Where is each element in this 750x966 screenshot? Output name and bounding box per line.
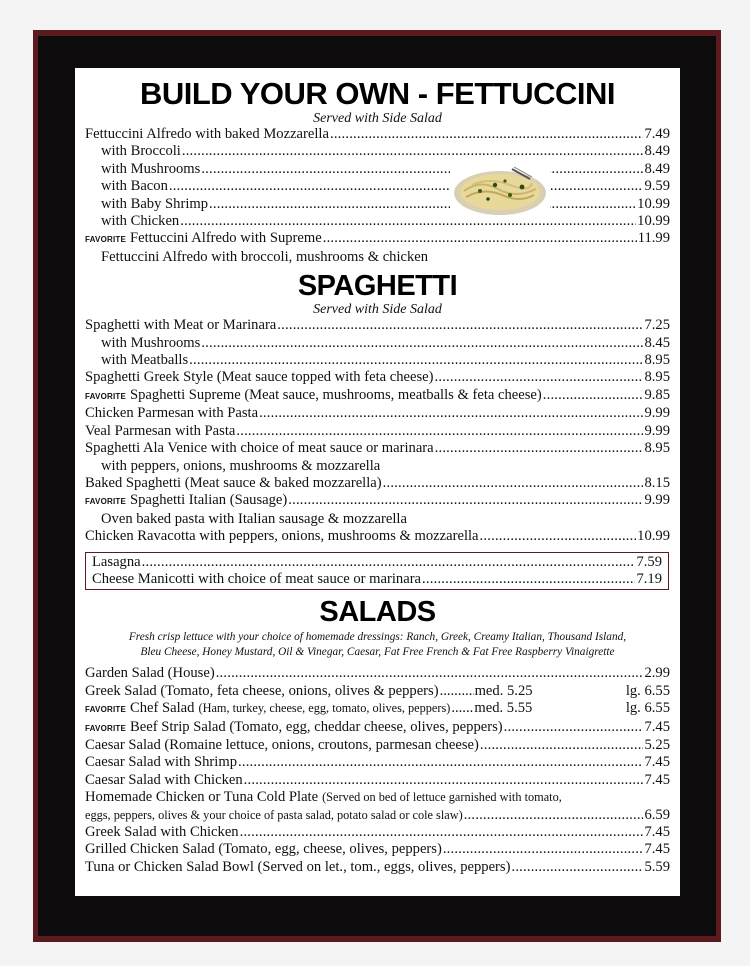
menu-item: Caesar Salad with Shrimp ..... 7.45 bbox=[75, 754, 680, 771]
menu-item: Caesar Salad with Chicken ..... 7.45 bbox=[75, 772, 680, 789]
menu-item-favorite: FAVORITE Beef Strip Salad (Tomato, egg, cheddar cheese, olives, peppers) ..... 7.45 bbox=[75, 719, 680, 737]
favorite-badge: FAVORITE bbox=[85, 723, 127, 733]
menu-item: Chicken Ravacotta with peppers, onions, mushrooms & mozzarella ..... 10.99 bbox=[75, 528, 680, 545]
favorite-badge: FAVORITE bbox=[85, 391, 127, 401]
dressings-line: Bleu Cheese, Honey Mustard, Oil & Vinegar, Caesar, Fat Free French & Fat Free Raspberry Vinaigrette bbox=[140, 645, 615, 658]
fettuccini-heading: BUILD YOUR OWN - FETTUCCINI bbox=[139, 76, 615, 111]
fettuccini-subtitle: Served with Side Salad bbox=[313, 111, 442, 126]
menu-item: with Meatballs ..... 8.95 bbox=[75, 352, 680, 369]
favorite-badge: FAVORITE bbox=[85, 235, 127, 245]
menu-item-favorite: FAVORITE Spaghetti Supreme (Meat sauce, mushrooms, meatballs & feta cheese) ..... 9.85 bbox=[75, 387, 680, 405]
menu-item: Fettuccini Alfredo with baked Mozzarella ..... 7.49 bbox=[75, 126, 680, 143]
dressings-description bbox=[83, 630, 672, 659]
menu-item: Chicken Parmesan with Pasta ..... 9.99 bbox=[75, 405, 680, 422]
dressings-line: Fresh crisp lettuce with your choice of homemade dressings: Ranch, Greek, Creamy Italian, Thousand Island, bbox=[128, 631, 627, 644]
menu-item: Spaghetti with Meat or Marinara ..... 7.25 bbox=[75, 317, 680, 334]
menu-item: Homemade Chicken or Tuna Cold Plate (Served on bed of lettuce garnished with tomato, bbox=[85, 789, 562, 806]
menu-item-favorite: FAVORITE Fettuccini Alfredo with Supreme ..... 11.99 bbox=[75, 230, 680, 248]
menu-item: Veal Parmesan with Pasta ..... 9.99 bbox=[75, 423, 680, 440]
menu-item-favorite: FAVORITE Chef Salad (Ham, turkey, cheese, egg, tomato, olives, peppers) ..... med. 5.55 lg. 6.55 bbox=[75, 700, 680, 718]
menu-item: Cheese Manicotti with choice of meat sauce or marinara ..... 7.19 bbox=[86, 571, 668, 588]
menu-item: Lasagna ..... 7.59 bbox=[86, 554, 668, 571]
menu-item: Greek Salad with Chicken ..... 7.45 bbox=[75, 824, 680, 841]
menu-item: Greek Salad (Tomato, feta cheese, onions, olives & peppers) ..... med. 5.25 lg. 6.55 bbox=[75, 683, 680, 700]
favorite-badge: FAVORITE bbox=[85, 705, 127, 715]
menu-item: Baked Spaghetti (Meat sauce & baked mozzarella) ..... 8.15 bbox=[75, 475, 680, 492]
menu-item-favorite: FAVORITE Spaghetti Italian (Sausage) ..... 9.99 bbox=[75, 492, 680, 510]
spaghetti-subtitle: Served with Side Salad bbox=[313, 302, 442, 318]
menu-item: Tuna or Chicken Salad Bowl (Served on let., tom., eggs, olives, peppers) ..... 5.59 bbox=[75, 859, 680, 876]
item-note: Oven baked pasta with Italian sausage & mozzarella bbox=[101, 510, 407, 527]
menu-item: Garden Salad (House) ..... 2.99 bbox=[75, 665, 680, 682]
menu-item: Spaghetti Ala Venice with choice of meat sauce or marinara ..... 8.95 bbox=[75, 440, 680, 457]
menu-item: with Chicken ..... 10.99 bbox=[75, 213, 680, 230]
menu-page bbox=[75, 68, 680, 896]
menu-item: with Baby Shrimp ..... 10.99 bbox=[75, 196, 680, 213]
menu-item: Spaghetti Greek Style (Meat sauce topped with feta cheese) ..... 8.95 bbox=[75, 369, 680, 386]
menu-item: Caesar Salad (Romaine lettuce, onions, croutons, parmesan cheese) ..... 5.25 bbox=[75, 737, 680, 754]
menu-item: with Broccoli ..... 8.49 bbox=[75, 143, 680, 160]
item-note: Fettuccini Alfredo with broccoli, mushrooms & chicken bbox=[101, 248, 429, 265]
menu-item: with Mushrooms ..... 8.49 bbox=[75, 161, 680, 178]
salads-heading: SALADS bbox=[319, 596, 436, 629]
spaghetti-heading: SPAGHETTI bbox=[297, 270, 458, 303]
pasta-dish-image bbox=[450, 161, 550, 221]
menu-item: Grilled Chicken Salad (Tomato, egg, cheese, olives, peppers) ..... 7.45 bbox=[75, 841, 680, 858]
favorite-badge: FAVORITE bbox=[85, 497, 127, 507]
baked-pasta-box bbox=[85, 552, 669, 591]
menu-item-continued: eggs, peppers, olives & your choice of pasta salad, potato salad or cole slaw) ..... 6.59 bbox=[75, 807, 680, 824]
item-note: with peppers, onions, mushrooms & mozzarella bbox=[101, 457, 381, 474]
menu-item: with Bacon ..... 9.59 bbox=[75, 178, 680, 195]
menu-item: with Mushrooms ..... 8.45 bbox=[75, 335, 680, 352]
